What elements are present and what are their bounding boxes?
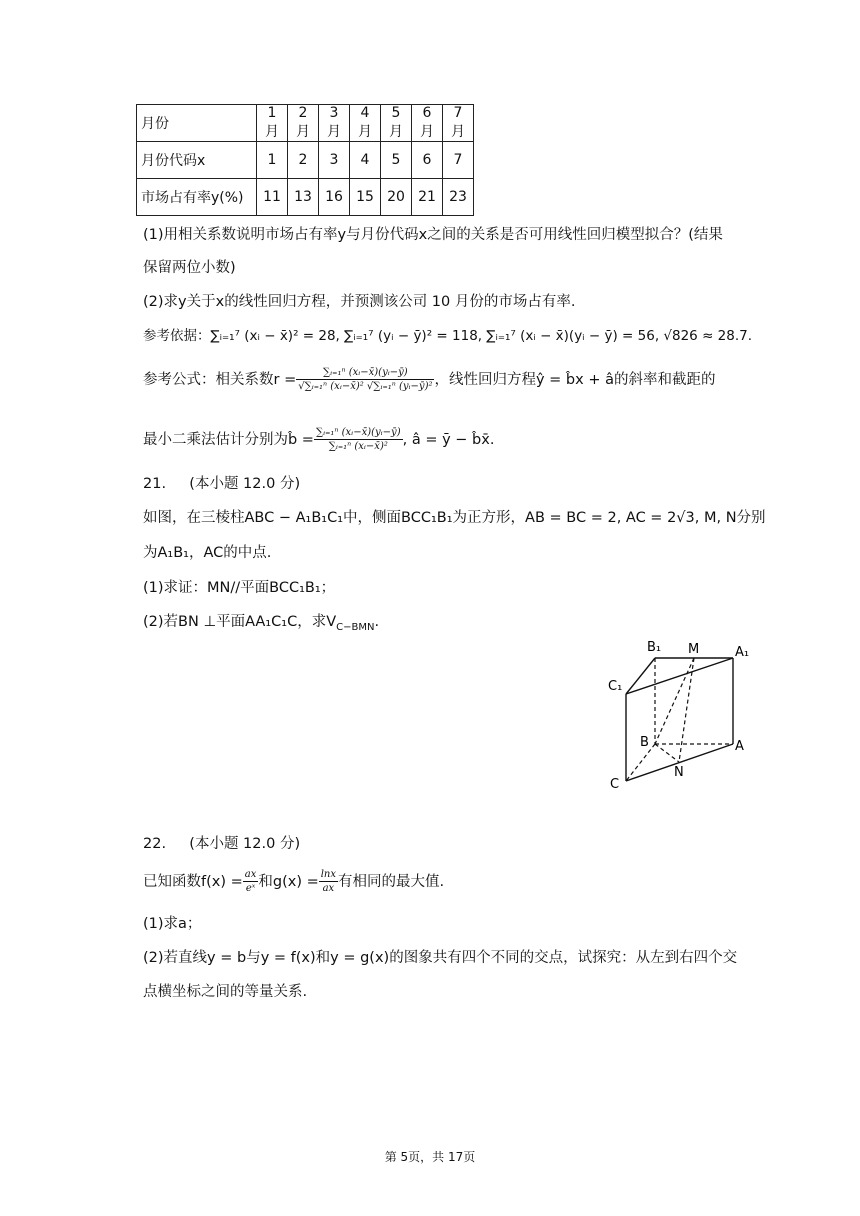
edge-c1-a1 <box>626 658 733 694</box>
table-cell: 2 <box>288 142 319 179</box>
q22-part2-line1: (2)若直线y = b与y = f(x)和y = g(x)的图象共有四个不同的交点，试探究：从左到右四个交 <box>143 950 738 966</box>
q21-number: 21. <box>143 476 167 492</box>
r-numerator: ∑ᵢ₌₁ⁿ (xᵢ−x̄)(yᵢ−ȳ) <box>296 366 434 380</box>
table-cell: 20 <box>381 179 412 216</box>
table-row <box>137 142 474 179</box>
table-cell: 7 <box>443 142 474 179</box>
correlation-fraction <box>296 366 434 393</box>
table-cell: 4 <box>350 142 381 179</box>
table-cell: 13 <box>288 179 319 216</box>
label-n: N <box>674 765 684 780</box>
page-footer: 第 5页，共 17页 <box>384 1150 476 1164</box>
ref-formula-prefix: 参考公式：相关系数r = <box>143 371 297 388</box>
segment-b-n <box>655 744 679 762</box>
table-cell: 3 <box>319 142 350 179</box>
label-b1: B₁ <box>647 640 662 655</box>
table-row-header: 月份代码x <box>137 142 257 179</box>
q22-part2-line2: 点横坐标之间的等量关系. <box>143 984 308 1000</box>
q20-part2: (2)求y关于x的线性回归方程，并预测该公司 10 月份的市场占有率. <box>143 294 576 310</box>
prism-figure <box>600 636 760 796</box>
q22-line1-mid: 和g(x) = <box>258 873 319 890</box>
table-cell: 11 <box>257 179 288 216</box>
table-cell: 15 <box>350 179 381 216</box>
table-cell: 6 月 <box>412 105 443 142</box>
table-row-header: 月份 <box>137 105 257 142</box>
label-b: B <box>640 735 649 750</box>
q21-part2-sub: C−BMN <box>336 621 375 633</box>
table-cell: 5 月 <box>381 105 412 142</box>
q22-header <box>143 834 300 854</box>
table-cell: 5 <box>381 142 412 179</box>
q21-part2 <box>143 612 379 638</box>
q22-number: 22. <box>143 836 167 852</box>
q20-least-squares <box>143 426 494 453</box>
f-numerator: ax <box>244 869 257 880</box>
table-cell: 2 月 <box>288 105 319 142</box>
table-row-header: 市场占有率y(%) <box>137 179 257 216</box>
r-denominator: √∑ᵢ₌₁ⁿ (xᵢ−x̄)² √∑ᵢ₌₁ⁿ (yᵢ−ȳ)² <box>298 381 433 392</box>
q20-part1-line1: (1)用相关系数说明市场占有率y与月份代码x之间的关系是否可用线性回归模型拟合？(结果 <box>143 227 723 243</box>
q22-part1: (1)求a； <box>143 916 202 932</box>
table-cell: 7 月 <box>443 105 474 142</box>
table-cell: 16 <box>319 179 350 216</box>
q20-ref-formula <box>143 366 715 393</box>
g-denominator: ax <box>322 883 335 894</box>
table-row <box>137 179 474 216</box>
table-cell: 23 <box>443 179 474 216</box>
q21-part2-end: . <box>374 614 380 630</box>
ls-prefix: 最小二乘法估计分别为b̂ = <box>143 431 314 448</box>
f-fraction <box>243 868 259 895</box>
label-c: C <box>610 777 620 792</box>
ref-formula-suffix: ，线性回归方程ŷ = b̂x + â的斜率和截距的 <box>434 371 716 388</box>
q20-part1-line2: 保留两位小数) <box>143 260 236 276</box>
q21-part1: (1)求证：MN//平面BCC₁B₁； <box>143 580 336 596</box>
f-denominator: eˣ <box>245 883 256 894</box>
q21-score: (本小题 12.0 分) <box>189 476 301 492</box>
q22-line1 <box>143 868 444 895</box>
q21-header <box>143 474 300 494</box>
label-a1: A₁ <box>735 645 750 660</box>
label-m: M <box>688 642 700 657</box>
label-a: A <box>735 739 744 754</box>
table-cell: 21 <box>412 179 443 216</box>
b-numerator: ∑ᵢ₌₁ⁿ (xᵢ−x̄)(yᵢ−ȳ) <box>315 427 401 438</box>
table-cell: 6 <box>412 142 443 179</box>
data-table <box>136 104 474 216</box>
g-numerator: lnx <box>320 869 337 880</box>
b-denominator: ∑ᵢ₌₁ⁿ (xᵢ−x̄)² <box>328 441 388 452</box>
q21-line2: 为A₁B₁，AC的中点. <box>143 545 272 561</box>
q21-line1: 如图，在三棱柱ABC − A₁B₁C₁中，侧面BCC₁B₁为正方形，AB = BC = 2, AC = 2√3, M, N分别 <box>143 510 766 526</box>
label-c1: C₁ <box>608 679 623 694</box>
table-row <box>137 105 474 142</box>
table-cell: 4 月 <box>350 105 381 142</box>
q21-part2-text: (2)若BN ⊥平面AA₁C₁C，求V <box>143 614 337 630</box>
ls-suffix: , â = ȳ − b̂x̄. <box>402 431 495 448</box>
q22-line1-suffix: 有相同的最大值. <box>338 873 445 890</box>
g-fraction <box>319 868 338 895</box>
table-cell: 3 月 <box>319 105 350 142</box>
table-cell: 1 月 <box>257 105 288 142</box>
q22-score: (本小题 12.0 分) <box>189 836 301 852</box>
q20-ref-basis: 参考依据：∑ᵢ₌₁⁷ (xᵢ − x̄)² = 28, ∑ᵢ₌₁⁷ (yᵢ − ȳ)² = 118, ∑ᵢ₌₁⁷ (xᵢ − x̄)(yᵢ − ȳ) = 56, √826 ≈ 28.7. <box>143 328 753 344</box>
q22-line1-prefix: 已知函数f(x) = <box>143 873 243 890</box>
slope-fraction <box>314 426 403 453</box>
table-cell: 1 <box>257 142 288 179</box>
